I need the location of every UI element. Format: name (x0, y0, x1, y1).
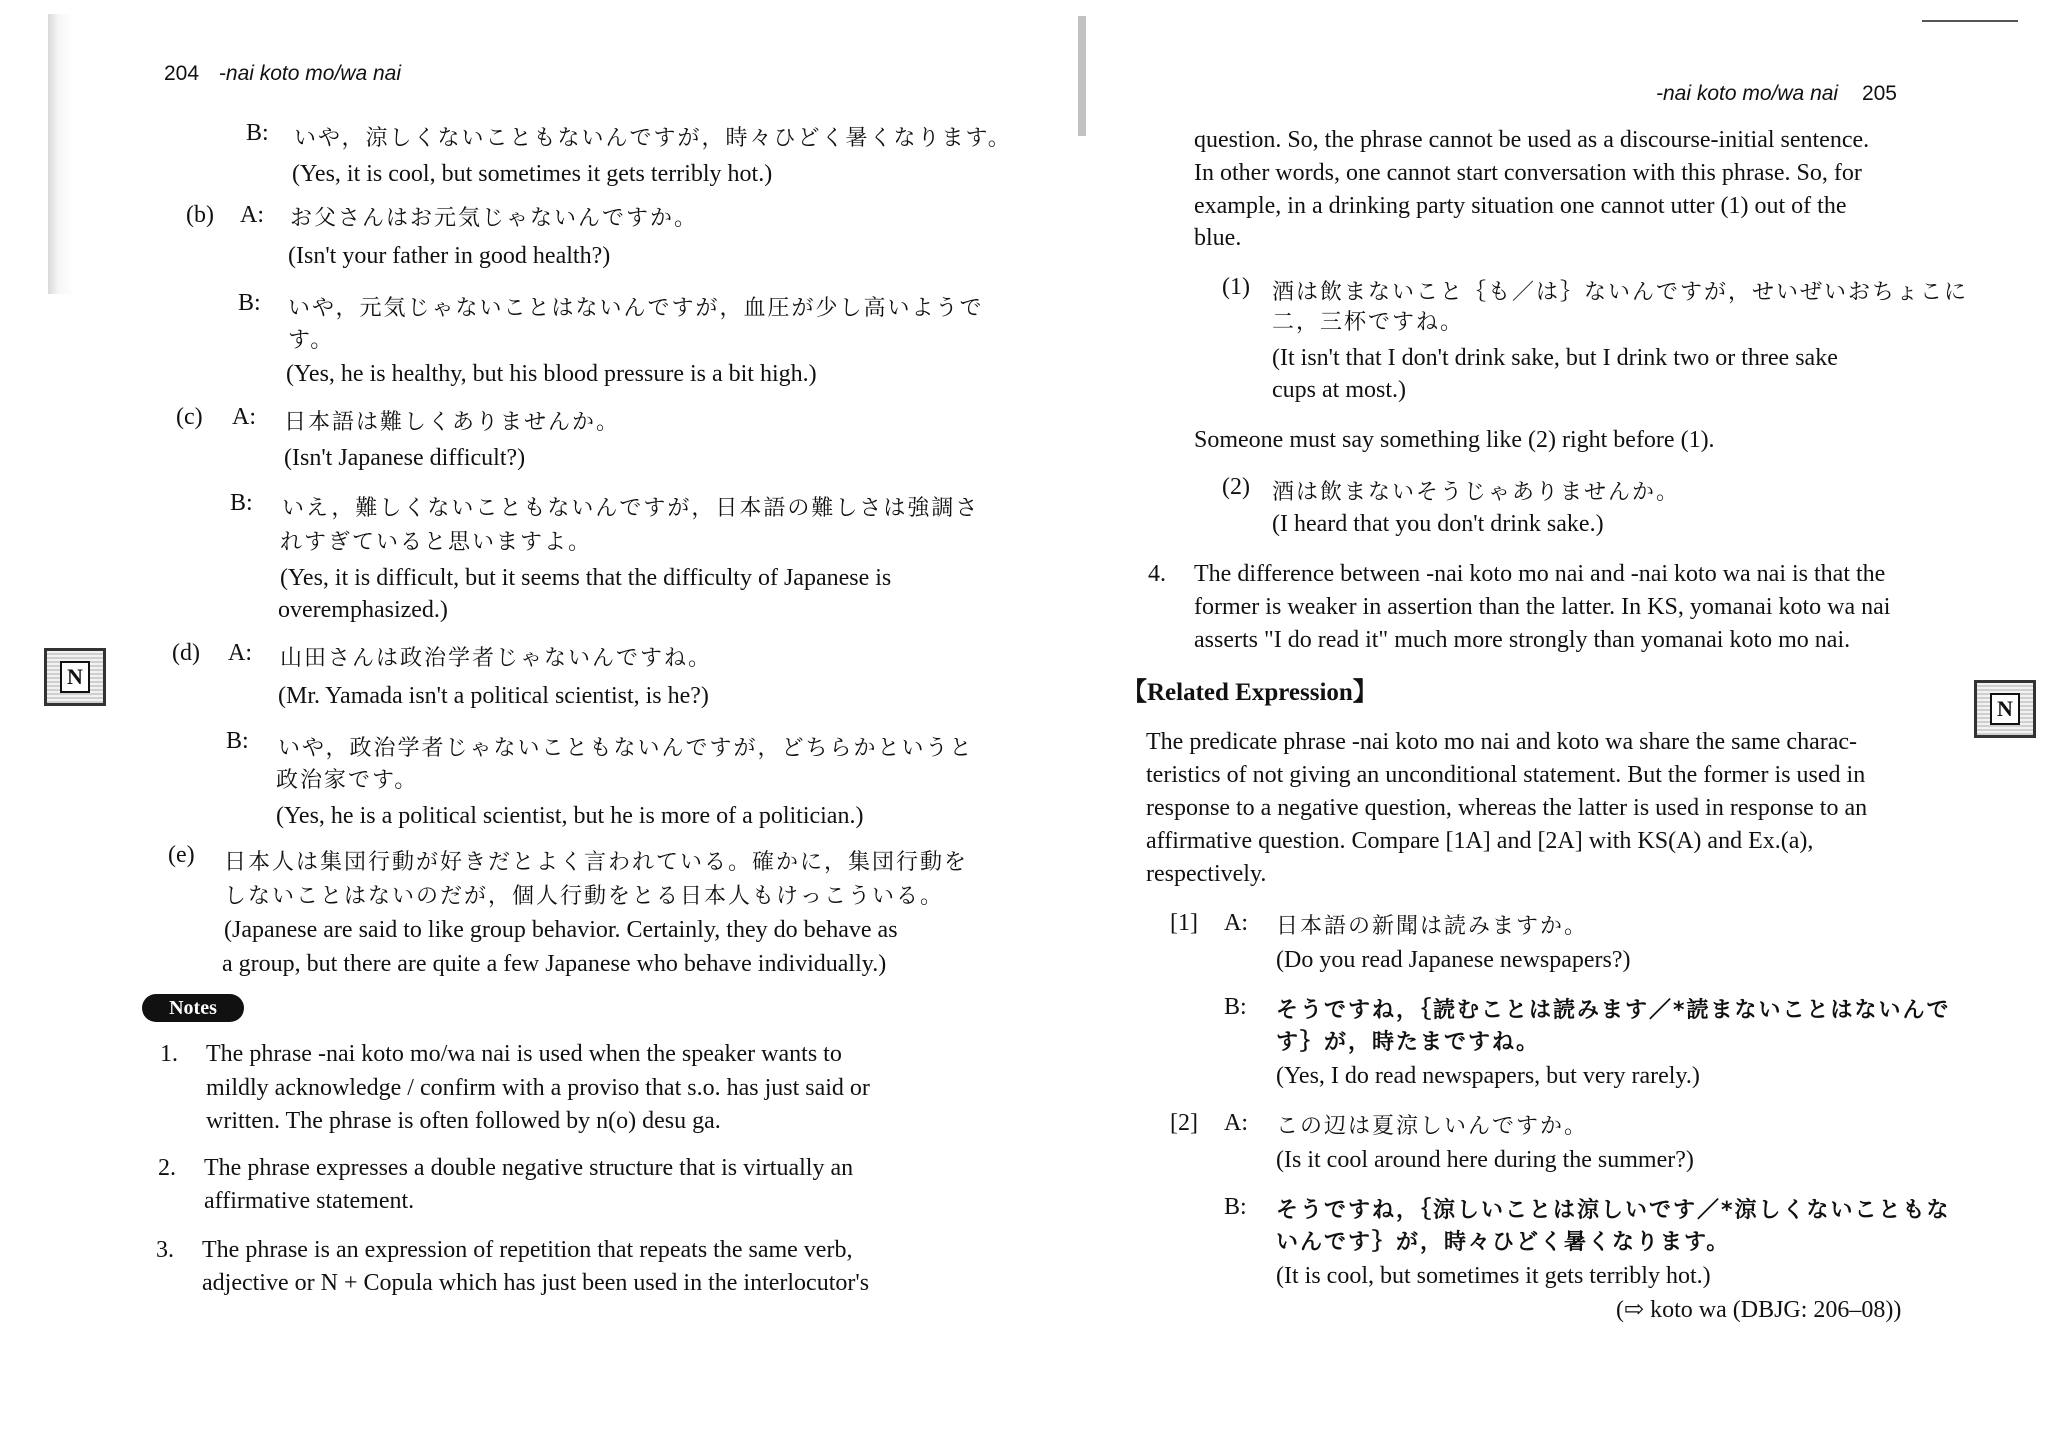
related-line5: respectively. (1146, 861, 1267, 887)
ex1-en-line2: cups at most.) (1272, 377, 1406, 403)
note-1-line2: mildly acknowledge / confirm with a proviso that s.o. has just said or (206, 1075, 870, 1101)
ex1-label: (1) (1222, 274, 1250, 300)
ex-b-label: (b) (186, 202, 214, 228)
r1-b-label: B: (1224, 994, 1247, 1020)
ex-c-label: (c) (176, 404, 203, 430)
ex-c-b-en-line1: (Yes, it is difficult, but it seems that the difficulty of Japanese is (280, 565, 892, 591)
ex2-label: (2) (1222, 474, 1250, 500)
left-thumb-tab-letter: N (60, 661, 90, 693)
ex-e-jp-line1: 日本人は集団行動が好きだとよく言われている。確かに，集団行動を (224, 850, 969, 875)
ex-d-b-jp-line1: いや，政治学者じゃないこともないんですが，どちらかというと (278, 736, 974, 761)
note-2-number: 2. (158, 1155, 176, 1181)
cross-reference: (⇨ koto wa (DBJG: 206–08)) (1616, 1297, 1902, 1323)
ex-c-b-en-line2: overemphasized.) (278, 597, 448, 623)
ex2-en: (I heard that you don't drink sake.) (1272, 511, 1604, 537)
left-thumb-tab (44, 648, 106, 706)
note-3-line1: The phrase is an expression of repetition that repeats the same verb, (202, 1237, 853, 1263)
r2-b-label: B: (1224, 1194, 1247, 1220)
ex-d-b-jp-line2: 政治家です。 (276, 768, 419, 793)
ex-b-b-en: (Yes, he is healthy, but his blood pressure is a bit high.) (286, 361, 817, 387)
note-1-line1: The phrase -nai koto mo/wa nai is used when the speaker wants to (206, 1041, 842, 1067)
center-gutter-edge (1078, 16, 1086, 136)
related-line3: response to a negative question, whereas the latter is used in response to an (1146, 795, 1868, 821)
right-para1-line1: question. So, the phrase cannot be used as a discourse-initial sentence. (1194, 127, 1870, 153)
ex1-jp-line2: 二，三杯ですね。 (1272, 310, 1465, 335)
ex-e-en-line1: (Japanese are said to like group behavior. Certainly, they do behave as (224, 917, 898, 943)
ex-b-a-jp: お父さんはお元気じゃないんですか。 (290, 206, 699, 231)
related-expression-heading: 【Related Expression】 (1122, 679, 1378, 706)
ex-d-b-label: B: (226, 728, 249, 754)
ex-c-b-jp-line2: れすぎていると思いますよ。 (280, 530, 593, 555)
note-2-line1: The phrase expresses a double negative structure that is virtually an (204, 1155, 854, 1181)
related-line4: affirmative question. Compare [1A] and [2A] with KS(A) and Ex.(a), (1146, 828, 1814, 854)
ex-a-b-label: B: (246, 120, 269, 146)
related-line2: teristics of not giving an unconditional statement. But the former is used in (1146, 762, 1866, 788)
ex-d-a-en: (Mr. Yamada isn't a political scientist, is he?) (278, 683, 709, 709)
ex-b-a-en: (Isn't your father in good health?) (288, 243, 611, 269)
r1-a-jp: 日本語の新聞は読みますか。 (1276, 914, 1589, 939)
r2-a-jp: この辺は夏涼しいんですか。 (1276, 1114, 1589, 1139)
note-4-line1: The difference between -nai koto mo nai and -nai koto wa nai is that the (1194, 561, 1886, 587)
ex-c-a-jp: 日本語は難しくありませんか。 (284, 410, 621, 435)
right-para1-line2: In other words, one cannot start conversation with this phrase. So, for (1194, 160, 1862, 186)
note-1-line3: written. The phrase is often followed by n(o) desu ga. (206, 1108, 721, 1134)
note-2-line2: affirmative statement. (204, 1188, 415, 1214)
r1-a-en: (Do you read Japanese newspapers?) (1276, 947, 1631, 973)
r2-b-jp-line1: そうですね，｛涼しいことは涼しいです／*涼しくないこともな (1276, 1198, 1951, 1223)
right-thumb-tab (1974, 680, 2036, 738)
r1-b-jp-line2: す｝が，時たまですね。 (1276, 1030, 1541, 1055)
r1-a-label: A: (1224, 910, 1248, 936)
ex-c-a-en: (Isn't Japanese difficult?) (284, 445, 526, 471)
right-para1-line3: example, in a drinking party situation one cannot utter (1) out of the (1194, 193, 1847, 219)
note-4-line3: asserts "I do read it" much more strongly than yomanai koto mo nai. (1194, 627, 1851, 653)
left-page-edge (48, 14, 74, 294)
ex-a-b-jp: いや，涼しくないこともないんですが，時々ひどく暑くなります。 (294, 126, 1012, 151)
r2-label: [2] (1170, 1110, 1198, 1136)
ex-e-en-line2: a group, but there are quite a few Japanese who behave individually.) (222, 951, 887, 977)
ex-c-a-label: A: (232, 404, 256, 430)
notes-badge: Notes (142, 994, 244, 1022)
ex-b-b-label: B: (238, 290, 261, 316)
right-running-head: -nai koto mo/wa nai (1656, 82, 1839, 105)
ex-b-a-label: A: (240, 202, 264, 228)
right-para1-line4: blue. (1194, 225, 1242, 251)
ex-d-label: (d) (172, 640, 200, 666)
note-4-line2: former is weaker in assertion than the latter. In KS, yomanai koto wa nai (1194, 594, 1891, 620)
ex-e-label: (e) (168, 842, 195, 868)
left-running-header (164, 62, 401, 86)
ex-d-a-jp: 山田さんは政治学者じゃないんですね。 (280, 646, 713, 671)
right-running-header (1656, 82, 1897, 106)
r2-b-jp-line2: いんです｝が，時々ひどく暑くなります。 (1276, 1230, 1731, 1255)
ex-d-b-en: (Yes, he is a political scientist, but he is more of a politician.) (276, 803, 864, 829)
left-running-head: -nai koto mo/wa nai (218, 62, 401, 85)
ex1-jp-line1: 酒は飲まないこと｛も／は｝ないんですが，せいぜいおちょこに (1272, 280, 1969, 305)
left-page-number: 204 (164, 62, 200, 85)
r1-b-en: (Yes, I do read newspapers, but very rarely.) (1276, 1063, 1700, 1089)
ex2-jp: 酒は飲まないそうじゃありませんか。 (1272, 480, 1681, 505)
top-right-rule (1922, 20, 2018, 22)
r1-label: [1] (1170, 910, 1198, 936)
ex-b-b-jp-line1: いや，元気じゃないことはないんですが，血圧が少し高いようで (288, 296, 984, 321)
ex-e-jp-line2: しないことはないのだが，個人行動をとる日本人もけっこういる。 (224, 884, 945, 909)
note-3-number: 3. (156, 1237, 174, 1263)
ex-c-b-label: B: (230, 490, 253, 516)
right-para2: Someone must say something like (2) right before (1). (1194, 427, 1715, 453)
note-4-number: 4. (1148, 561, 1166, 587)
note-1-number: 1. (160, 1041, 178, 1067)
note-3-line2: adjective or N + Copula which has just been used in the interlocutor's (202, 1270, 870, 1296)
ex1-en-line1: (It isn't that I don't drink sake, but I drink two or three sake (1272, 345, 1838, 371)
ex-d-a-label: A: (228, 640, 252, 666)
ex-a-b-en: (Yes, it is cool, but sometimes it gets terribly hot.) (292, 161, 773, 187)
ex-c-b-jp-line1: いえ，難しくないこともないんですが，日本語の難しさは強調さ (282, 496, 980, 521)
r2-b-en: (It is cool, but sometimes it gets terribly hot.) (1276, 1263, 1711, 1289)
r2-a-en: (Is it cool around here during the summer?) (1276, 1147, 1694, 1173)
ex-b-b-jp-line2: す。 (288, 328, 335, 353)
right-thumb-tab-letter: N (1990, 693, 2020, 725)
right-page-number: 205 (1861, 82, 1897, 105)
r2-a-label: A: (1224, 1110, 1248, 1136)
related-line1: The predicate phrase -nai koto mo nai and koto wa share the same charac- (1146, 729, 1858, 755)
r1-b-jp-line1: そうですね，｛読むことは読みます／*読まないことはないんで (1276, 998, 1951, 1023)
